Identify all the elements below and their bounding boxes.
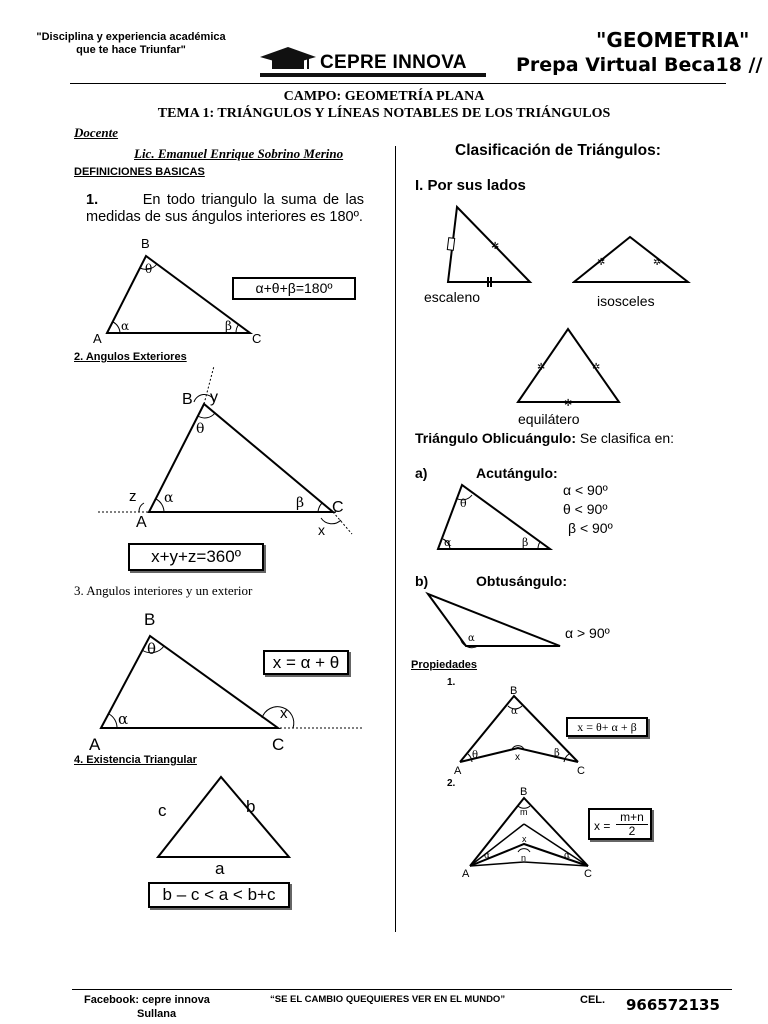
p1-alpha-label: α <box>511 706 518 717</box>
header-divider <box>70 83 726 84</box>
p1-vertex-a-label: A <box>454 765 462 776</box>
acute-cond-1: α < 90º <box>563 482 608 498</box>
oblicuangulo-bold: Triángulo Oblicuángulo: <box>415 430 576 446</box>
facebook-line-1: Facebook: cepre innova <box>84 994 210 1006</box>
footer-divider <box>72 989 732 990</box>
tick-star-icon: ✲ <box>537 362 546 373</box>
tema-title: TEMA 1: TRIÁNGULOS Y LÍNEAS NOTABLES DE LOS TRIÁNGULOS <box>157 106 611 121</box>
p1-body: En todo triangulo la suma de las medidas de sus ángulos interiores es 180º. <box>86 192 365 225</box>
ie-vertex-c-label: C <box>272 735 285 754</box>
phone-number: 966572135 <box>626 996 720 1014</box>
by-sides-title: I. Por sus lados <box>415 177 526 194</box>
vertex-b-label: B <box>141 236 150 251</box>
ie-vertex-b-label: B <box>144 610 156 629</box>
isosceles-label: isosceles <box>597 293 655 309</box>
docente-label: Docente <box>74 125 119 140</box>
prop-2-lhs: x = <box>594 819 611 833</box>
subject-title: "GEOMETRIA" <box>596 28 750 52</box>
vertex-c-label: C <box>252 331 262 346</box>
z-label: z <box>129 488 137 505</box>
vertex-a-label: A <box>93 331 102 346</box>
p1-number: 1. <box>86 192 99 208</box>
x-label: x <box>318 522 325 538</box>
oblicuangulo-text <box>415 430 725 447</box>
m-label: m <box>520 807 528 817</box>
acute-cond-3: β < 90º <box>568 520 613 536</box>
acute-triangle-diagram <box>430 482 555 554</box>
ext-vertex-b-label: B <box>182 391 193 408</box>
sec2-title: 2. Angulos Exteriores <box>74 351 187 363</box>
p1-theta-label: θ <box>472 750 479 761</box>
obtuse-alpha-label: α <box>468 633 475 644</box>
p1-vertex-b-label: B <box>510 685 518 697</box>
escaleno-label: escaleno <box>424 289 481 305</box>
b-label: b) <box>415 573 429 589</box>
p1-beta-label: β <box>554 748 560 759</box>
prop-2-numerator: m+n <box>616 811 648 825</box>
ext-beta-label: β <box>296 495 305 511</box>
ext-vertex-a-label: A <box>136 514 147 531</box>
tick-star-icon: ✲ <box>597 257 606 268</box>
ie-vertex-a-label: A <box>89 735 101 754</box>
interior-exterior-diagram <box>86 608 366 758</box>
p2-vertex-b-label: B <box>520 786 528 798</box>
ext-theta-label: θ <box>196 421 205 437</box>
p2-vertex-a-label: A <box>462 868 470 880</box>
side-c-label: c <box>158 801 167 820</box>
tick-star-icon: ✲ <box>653 257 662 268</box>
oblicuangulo-rest: Se clasifica en: <box>579 430 675 446</box>
exterior-angles-diagram <box>96 364 366 540</box>
slogan: “SE EL CAMBIO QUEQUIERES VER EN EL MUNDO” <box>270 994 506 1005</box>
obtusangulo-title: Obtusángulo: <box>476 573 567 589</box>
campo-title: CAMPO: GEOMETRÍA PLANA <box>283 89 485 104</box>
obtuse-cond: α > 90º <box>565 625 610 641</box>
ie-x-label: x <box>280 705 288 722</box>
formula-1-box: α+θ+β=180º <box>232 277 356 300</box>
acute-alpha-label: α <box>444 536 452 549</box>
theta-label: θ <box>145 262 153 276</box>
formula-3-box: x = α + θ <box>263 650 349 675</box>
prop-2-formula-box <box>588 808 652 840</box>
formula-4-box: b – c < a < b+c <box>148 882 290 908</box>
n-label: n <box>521 853 527 863</box>
property-2-diagram <box>460 784 600 880</box>
acutangulo-title: Acutángulo: <box>476 465 558 481</box>
defs-title: DEFINICIONES BASICAS <box>74 166 205 178</box>
formula-2-box: x+y+z=360º <box>128 543 264 571</box>
motto-line-1: "Disciplina y experiencia académica <box>36 31 226 43</box>
sec4-title: 4. Existencia Triangular <box>74 754 197 766</box>
prop-2-denominator: 2 <box>628 824 636 838</box>
ext-alpha-label: α <box>164 490 174 506</box>
beta-label: β <box>225 319 232 333</box>
acute-cond-2: θ < 90º <box>563 501 608 517</box>
acute-beta-label: β <box>522 536 529 549</box>
facebook-line-2: Sullana <box>137 1008 177 1020</box>
prop-1-number: 1. <box>447 677 456 688</box>
escaleno-triangle-diagram <box>440 204 540 288</box>
p2-x-label: x <box>522 834 527 844</box>
tick-star-icon: ✲ <box>564 398 573 406</box>
tick-star-icon: ✲ <box>491 241 500 252</box>
p2-alpha-right: α <box>564 851 571 861</box>
cel-label: CEL. <box>580 994 606 1006</box>
triangle-existence-diagram <box>146 775 296 875</box>
prop-1-formula-box: x = θ+ α + β <box>566 717 648 737</box>
docente-name: Lic. Emanuel Enrique Sobrino Merino <box>134 146 344 161</box>
ie-theta-label: θ <box>147 640 157 658</box>
acute-theta-label: θ <box>460 497 467 510</box>
motto <box>22 31 240 57</box>
prop-2-number: 2. <box>447 778 456 789</box>
ext-vertex-c-label: C <box>332 499 344 516</box>
motto-line-2: que te hace Triunfar" <box>76 44 186 56</box>
isosceles-triangle-diagram <box>572 234 692 286</box>
properties-title: Propiedades <box>411 659 478 671</box>
classification-title: Clasificación de Triángulos: <box>455 142 661 159</box>
sec3-title: 3. Angulos interiores y un exterior <box>74 583 253 598</box>
side-a-label: a <box>215 859 225 875</box>
obtuse-triangle-diagram <box>424 590 564 652</box>
ie-alpha-label: α <box>118 710 129 728</box>
column-divider <box>395 146 396 932</box>
p2-vertex-c-label: C <box>584 868 592 880</box>
p1-vertex-c-label: C <box>577 765 585 776</box>
equilatero-label: equilátero <box>518 411 580 427</box>
p2-alpha-left: α <box>484 851 491 861</box>
property-1-text <box>86 192 364 226</box>
brand-name: CEPRE INNOVA <box>320 52 467 73</box>
p1-x-label: x <box>515 752 520 763</box>
y-label: y <box>210 389 218 406</box>
program-title: Prepa Virtual Beca18 // <box>516 54 763 76</box>
tick-star-icon: ✲ <box>592 362 601 373</box>
side-b-label: b <box>246 797 256 816</box>
a-label: a) <box>415 465 428 481</box>
equilateral-triangle-diagram <box>514 326 624 406</box>
alpha-label: α <box>121 319 130 333</box>
